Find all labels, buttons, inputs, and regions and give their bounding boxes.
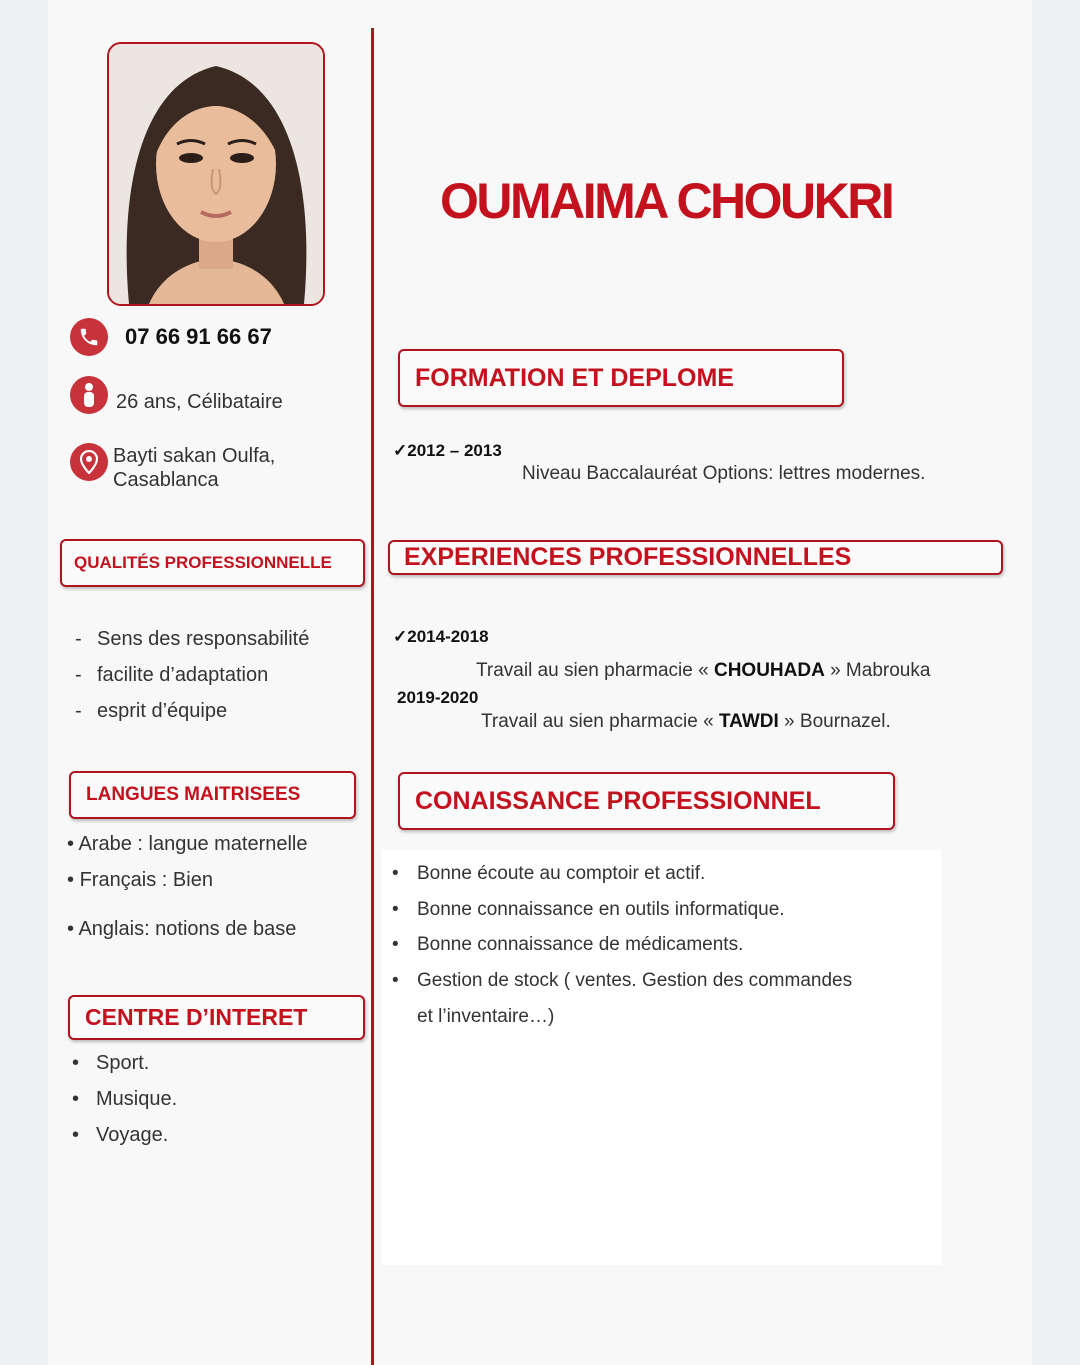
experience-desc	[481, 711, 891, 733]
phone-icon	[70, 318, 108, 356]
list-item: • Gestion de stock ( ventes. Gestion des commandes	[392, 970, 853, 991]
langue-text: Français : Bien	[79, 869, 213, 891]
qualite-text: facilite d’adaptation	[97, 664, 269, 686]
list-item-continuation: et l’inventaire…)	[417, 1006, 555, 1027]
location-pin-icon	[70, 443, 108, 481]
list-item: - Sens des responsabilité	[75, 628, 310, 650]
list-item: • Bonne écoute au comptoir et actif.	[392, 863, 706, 884]
age-status: 26 ans, Célibataire	[116, 391, 283, 413]
full-name: OUMAIMA CHOUKRI	[440, 173, 893, 229]
langues-heading	[69, 771, 356, 819]
list-item: • Voyage.	[72, 1124, 169, 1146]
phone-number: 07 66 91 66 67	[125, 324, 272, 349]
interet-text: Musique.	[96, 1088, 178, 1110]
list-item: • Arabe : langue maternelle	[67, 833, 308, 855]
address-line-2: Casablanca	[113, 469, 219, 491]
list-item: • Bonne connaissance en outils informatique.	[392, 899, 785, 920]
formation-year: ✓2012 – 2013	[393, 441, 502, 460]
connaissance-title: CONAISSANCE PROFESSIONNEL	[415, 786, 821, 815]
experience-suffix: » Mabrouka	[824, 660, 931, 681]
address-line-1: Bayti sakan Oulfa,	[113, 445, 276, 467]
formation-title: FORMATION ET DEPLOME	[415, 363, 734, 392]
connaissance-text: Gestion de stock ( ventes. Gestion des commandes	[417, 970, 853, 991]
formation-heading	[398, 349, 844, 407]
experience-years: ✓2014-2018	[393, 627, 489, 646]
experience-years: 2019-2020	[397, 688, 479, 707]
list-item: • Bonne connaissance de médicaments.	[392, 934, 744, 955]
connaissance-text: Bonne écoute au comptoir et actif.	[417, 863, 706, 884]
vertical-divider	[371, 28, 374, 1365]
qualites-heading	[60, 539, 365, 587]
experience-desc	[476, 660, 930, 682]
experience-suffix: » Bournazel.	[778, 711, 891, 732]
experience-prefix: Travail au sien pharmacie «	[476, 660, 714, 681]
experience-place: TAWDI	[718, 711, 779, 732]
formation-desc: Niveau Baccalauréat Options: lettres modernes.	[522, 463, 926, 484]
list-item: - facilite d’adaptation	[75, 664, 269, 686]
profile-photo	[107, 42, 325, 306]
langues-title: LANGUES MAITRISEES	[86, 784, 301, 805]
list-item: • Musique.	[72, 1088, 178, 1110]
person-icon	[70, 376, 108, 414]
list-item: • Français : Bien	[67, 869, 213, 891]
portrait-image	[109, 44, 323, 304]
interets-title: CENTRE D’INTERET	[85, 1004, 308, 1030]
connaissance-text: Bonne connaissance en outils informatique.	[417, 899, 785, 920]
experience-place: CHOUHADA	[713, 660, 825, 681]
interet-text: Sport.	[96, 1052, 150, 1074]
connaissance-heading	[398, 772, 895, 830]
list-item: - esprit d’équipe	[75, 700, 228, 722]
qualite-text: esprit d’équipe	[97, 700, 228, 722]
qualite-text: Sens des responsabilité	[97, 628, 310, 650]
experiences-heading	[388, 540, 1003, 575]
formation-year-text: 2012 – 2013	[407, 441, 502, 460]
interets-heading	[68, 995, 365, 1040]
experience-prefix: Travail au sien pharmacie «	[481, 711, 719, 732]
experiences-title: EXPERIENCES PROFESSIONNELLES	[404, 543, 852, 571]
connaissance-text: Bonne connaissance de médicaments.	[417, 934, 744, 955]
list-item: • Sport.	[72, 1052, 150, 1074]
langue-text: Arabe : langue maternelle	[78, 833, 308, 855]
interet-text: Voyage.	[96, 1124, 169, 1146]
list-item: • Anglais: notions de base	[67, 918, 297, 940]
address	[113, 444, 275, 492]
qualites-title: QUALITÉS PROFESSIONNELLE	[74, 553, 332, 572]
experience-years-text: 2014-2018	[407, 627, 489, 646]
langue-text: Anglais: notions de base	[78, 918, 297, 940]
